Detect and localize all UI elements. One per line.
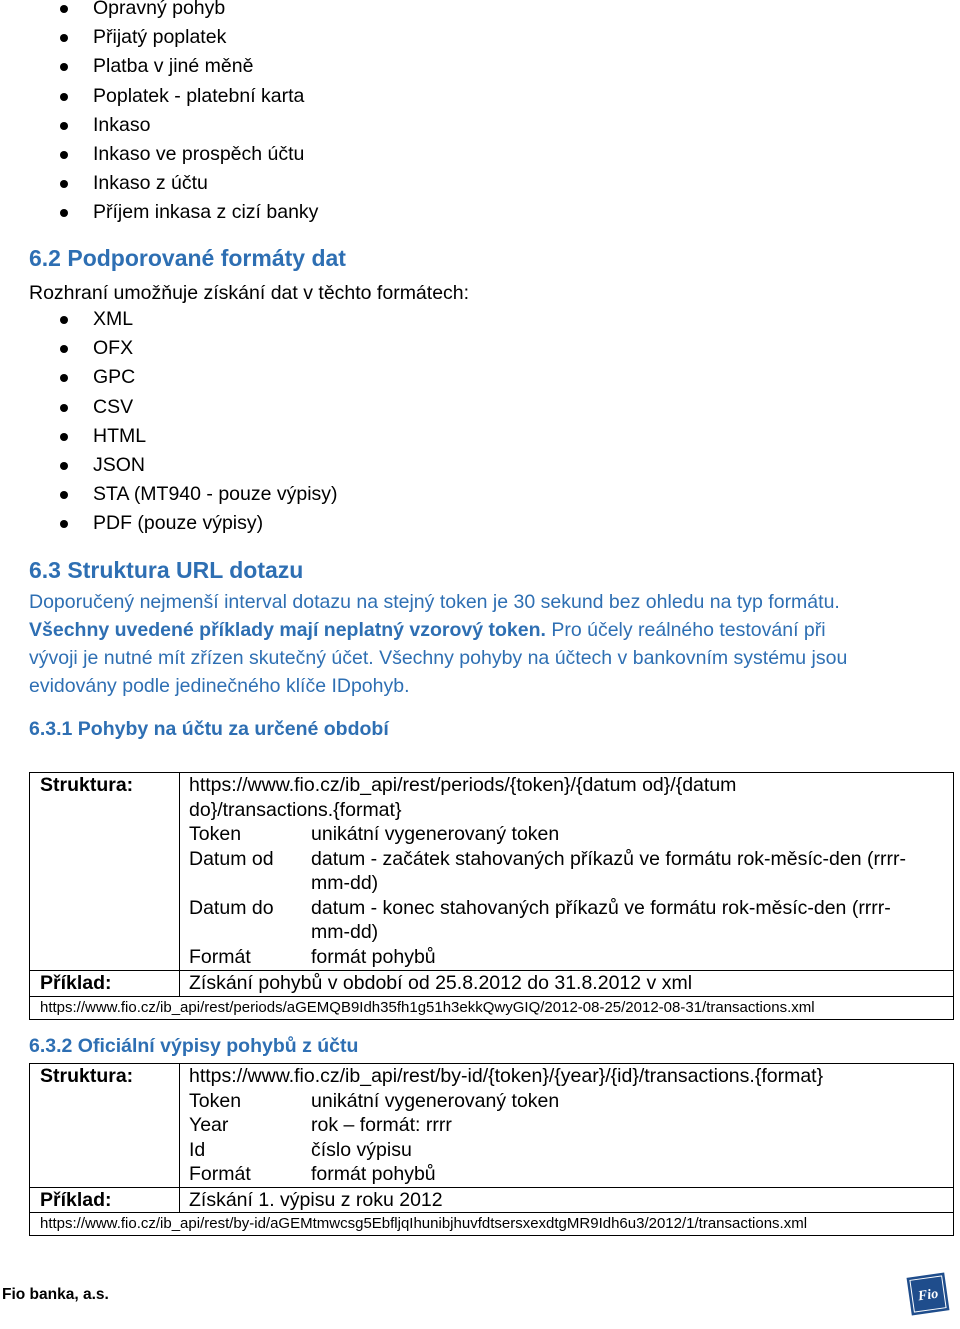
periods-spec-table [29, 772, 954, 1020]
example-url: https://www.fio.cz/ib_api/rest/by-id/aGEMtmwcsg5EbfljqIhunibjhuvfdtsersxexdtgMR9Idh6u3/2012/1/transactions.xml [30, 1213, 954, 1236]
list-item: Opravný pohyb [0, 0, 318, 23]
bullet-icon [60, 374, 68, 382]
priklad-text: Získání pohybů v období od 25.8.2012 do 31.8.2012 v xml [180, 971, 954, 997]
list-item: OFX [0, 334, 338, 363]
by-id-spec-table [29, 1063, 954, 1236]
struktura-content [180, 773, 954, 971]
struktura-label: Struktura: [30, 1064, 180, 1188]
bullet-icon [60, 180, 68, 188]
param-row: Id číslo výpisu [189, 1138, 412, 1161]
idpohyb-note: evidovány podle jedinečného klíče IDpohyb. [29, 675, 410, 697]
priklad-label: Příklad: [30, 971, 180, 997]
bullet-icon [60, 462, 68, 470]
table-row [30, 1187, 954, 1213]
param-row: Formát formát pohybů [189, 1163, 436, 1185]
url-template: https://www.fio.cz/ib_api/rest/periods/{token}/{datum od}/{datum do}/transactions.{format} [189, 774, 737, 821]
priklad-label: Příklad: [30, 1187, 180, 1213]
list-item: Inkaso [0, 111, 318, 140]
param-row: Year rok – formát: rrrr [189, 1114, 452, 1136]
formats-list [0, 305, 338, 539]
table-row [30, 1213, 954, 1236]
interval-note: Doporučený nejmenší interval dotazu na stejný token je 30 sekund bez ohledu na typ formátu. [29, 591, 840, 613]
list-item: STA (MT940 - pouze výpisy) [0, 480, 338, 509]
bullet-icon [60, 93, 68, 101]
fio-logo-icon [906, 1272, 950, 1316]
bullet-icon [60, 404, 68, 412]
param-row: Datum do datum - konec stahovaných příkazů ve formátu rok-měsíc-den (rrrr- mm-dd) [189, 896, 891, 943]
url-template: https://www.fio.cz/ib_api/rest/by-id/{token}/{year}/{id}/transactions.{format} [189, 1065, 824, 1087]
section-heading-6-3-1: 6.3.1 Pohyby na účtu za určené období [29, 718, 389, 740]
transaction-type-list [0, 0, 318, 228]
section-heading-6-3: 6.3 Struktura URL dotazu [29, 557, 304, 583]
list-item: JSON [0, 451, 338, 480]
list-item: GPC [0, 363, 338, 392]
bullet-icon [60, 433, 68, 441]
table-row [30, 773, 954, 971]
bullet-icon [60, 34, 68, 42]
list-item: Přijatý poplatek [0, 23, 318, 52]
param-row: Datum od datum - začátek stahovaných příkazů ve formátu rok-měsíc-den (rrrr- mm-dd) [189, 847, 906, 894]
bullet-icon [60, 122, 68, 130]
section-6-3-text [29, 588, 847, 700]
list-item: Příjem inkasa z cizí banky [0, 198, 318, 227]
priklad-text: Získání 1. výpisu z roku 2012 [180, 1187, 954, 1213]
token-warning: Všechny uvedené příklady mají neplatný vzorový token. [29, 619, 546, 641]
list-item: Platba v jiné měně [0, 52, 318, 81]
list-item: Inkaso ve prospěch účtu [0, 140, 318, 169]
struktura-label: Struktura: [30, 773, 180, 971]
bullet-icon [60, 316, 68, 324]
list-item: CSV [0, 393, 338, 422]
list-item: HTML [0, 422, 338, 451]
example-url: https://www.fio.cz/ib_api/rest/periods/aGEMQB9Idh35fh1g51h3ekkQwyGIQ/2012-08-25/2012-08-31/transactions.xml [30, 996, 954, 1019]
list-item: XML [0, 305, 338, 334]
bullet-icon [60, 520, 68, 528]
table-row [30, 1064, 954, 1188]
logo-text: Fio [917, 1286, 940, 1305]
list-item: Poplatek - platební karta [0, 82, 318, 111]
bullet-icon [60, 491, 68, 499]
bullet-icon [60, 209, 68, 217]
table-row [30, 971, 954, 997]
bullet-icon [60, 345, 68, 353]
token-note-line: Všechny uvedené příklady mají neplatný vzorový token. Pro účely reálného testování při [29, 619, 826, 641]
list-item: PDF (pouze výpisy) [0, 509, 338, 538]
bullet-icon [60, 63, 68, 71]
param-row: Token unikátní vygenerovaný token [189, 1089, 560, 1112]
section-heading-6-3-2: 6.3.2 Oficiální výpisy pohybů z účtu [29, 1035, 359, 1057]
bullet-icon [60, 5, 68, 13]
param-row: Formát formát pohybů [189, 945, 436, 968]
list-item: Inkaso z účtu [0, 169, 318, 198]
bullet-icon [60, 151, 68, 159]
table-row [30, 996, 954, 1019]
param-row: Token unikátní vygenerovaný token [189, 823, 560, 845]
struktura-content [180, 1064, 954, 1188]
section-heading-6-2: 6.2 Podporované formáty dat [29, 245, 346, 271]
formats-intro: Rozhraní umožňuje získání dat v těchto formátech: [29, 282, 470, 304]
footer-company: Fio banka, a.s. [2, 1286, 109, 1303]
account-note-line: vývoji je nutné mít zřízen skutečný účet. Všechny pohyby na účtech v bankovním systému jsou [29, 647, 848, 669]
